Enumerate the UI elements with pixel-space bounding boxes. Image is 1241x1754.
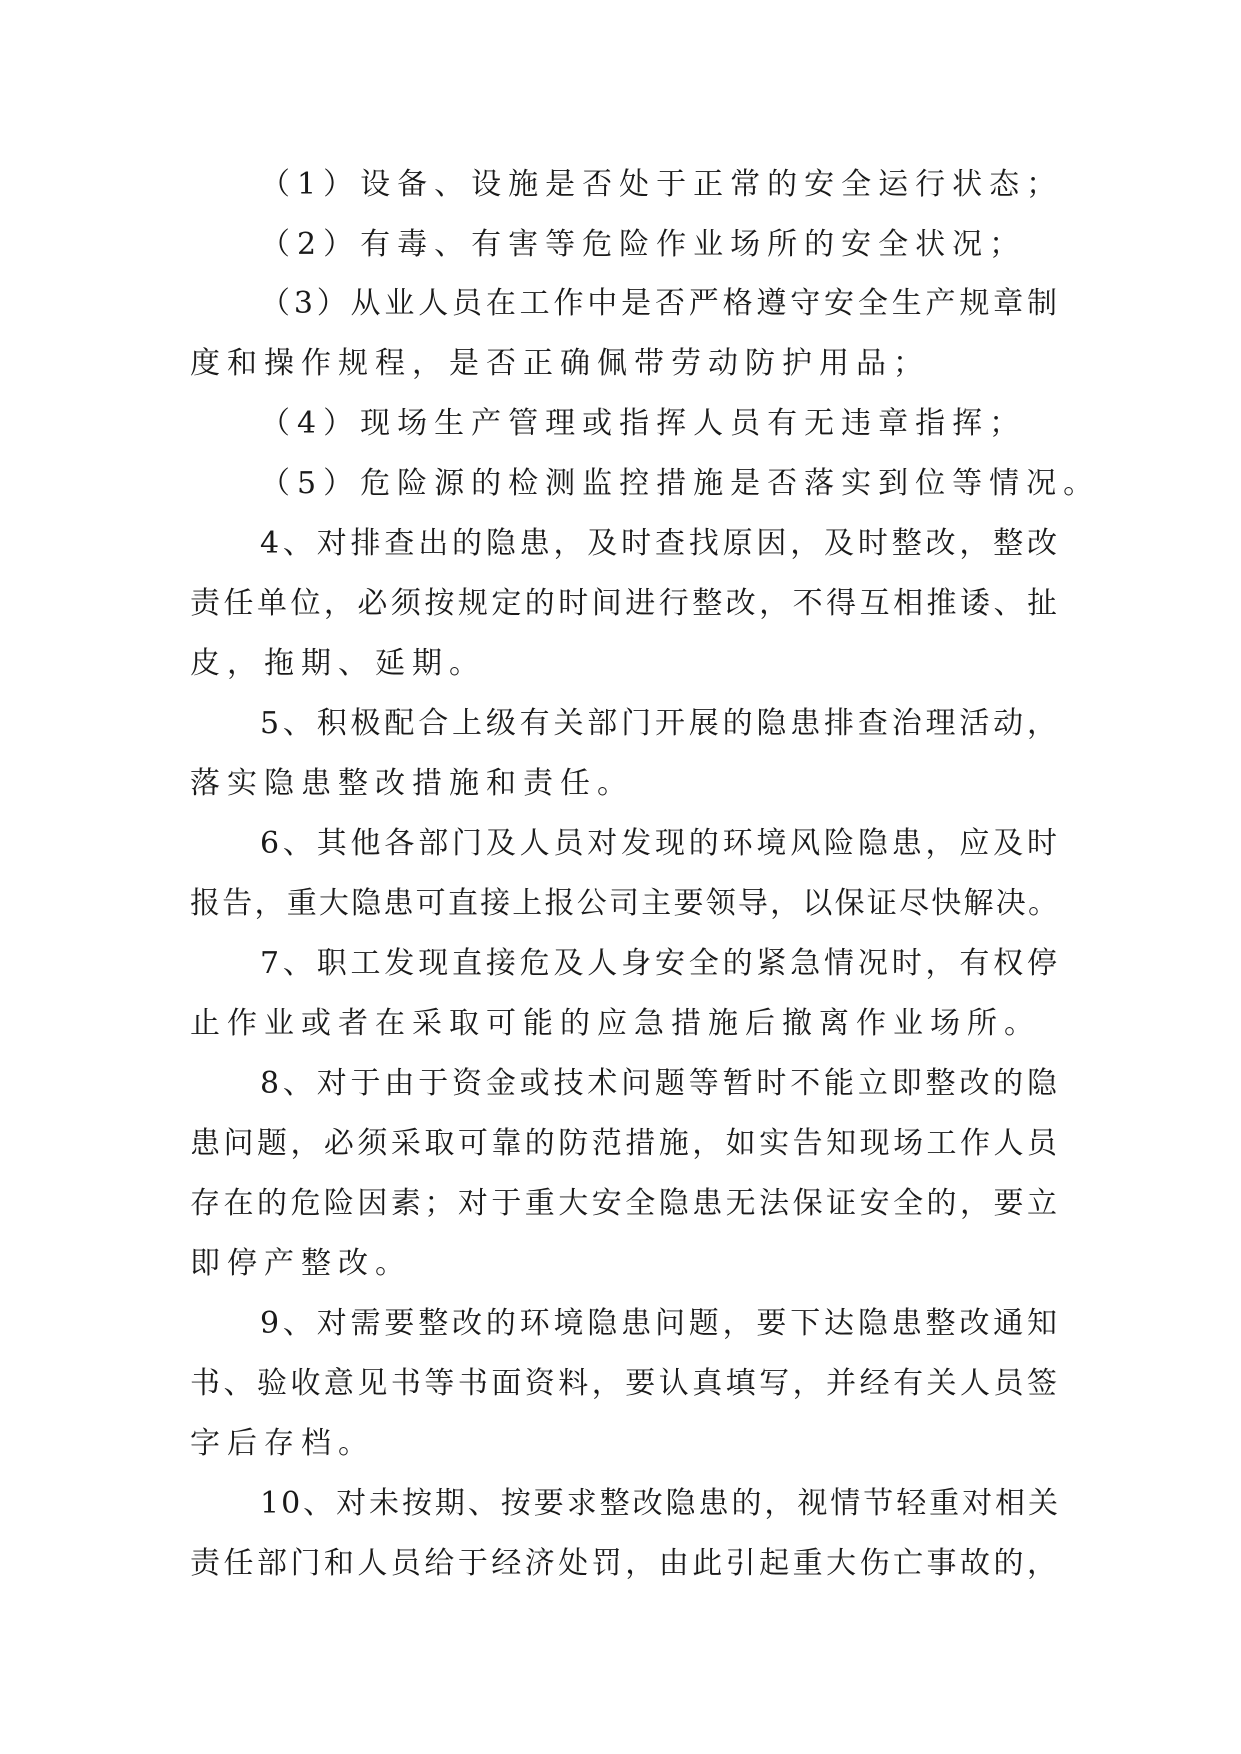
text-line-3: （3）从业人员在工作中是否严格遵守安全生产规章制 [260,286,1060,321]
text-line-22: 字后存档。 [190,1426,375,1461]
text-line-18: 存在的危险因素；对于重大安全隐患无法保证安全的，要立 [190,1186,1060,1221]
text-line-11: 落实隐患整改措施和责任。 [190,766,634,801]
text-line-13: 报告，重大隐患可直接上报公司主要领导，以保证尽快解决。 [190,886,1060,921]
text-line-2: （2）有毒、有害等危险作业场所的安全状况； [260,227,1027,262]
text-line-19: 即停产整改。 [190,1246,412,1281]
text-line-6: （5）危险源的检测监控措施是否落实到位等情况。 [260,466,1101,501]
text-line-4: 度和操作规程，是否正确佩带劳动防护用品； [190,346,930,381]
text-line-5: （4）现场生产管理或指挥人员有无违章指挥； [260,406,1027,441]
text-line-15: 止作业或者在采取可能的应急措施后撤离作业场所。 [190,1006,1041,1041]
text-line-10: 5、积极配合上级有关部门开展的隐患排查治理活动， [260,706,1060,741]
text-line-23: 10、对未按期、按要求整改隐患的，视情节轻重对相关 [260,1486,1060,1521]
text-line-8: 责任单位，必须按规定的时间进行整改，不得互相推诿、扯 [190,586,1060,621]
text-line-21: 书、验收意见书等书面资料，要认真填写，并经有关人员签 [190,1366,1060,1401]
text-line-17: 患问题，必须采取可靠的防范措施，如实告知现场工作人员 [190,1126,1060,1161]
text-line-9: 皮，拖期、延期。 [190,646,486,681]
text-line-14: 7、职工发现直接危及人身安全的紧急情况时，有权停 [260,946,1060,981]
text-line-12: 6、其他各部门及人员对发现的环境风险隐患，应及时 [260,826,1060,861]
text-line-7: 4、对排查出的隐患，及时查找原因，及时整改，整改 [260,526,1060,561]
text-line-16: 8、对于由于资金或技术问题等暂时不能立即整改的隐 [260,1066,1060,1101]
text-line-24: 责任部门和人员给于经济处罚，由此引起重大伤亡事故的， [190,1546,1060,1581]
text-line-1: （1）设备、设施是否处于正常的安全运行状态； [260,167,1064,202]
text-line-20: 9、对需要整改的环境隐患问题，要下达隐患整改通知 [260,1306,1060,1341]
